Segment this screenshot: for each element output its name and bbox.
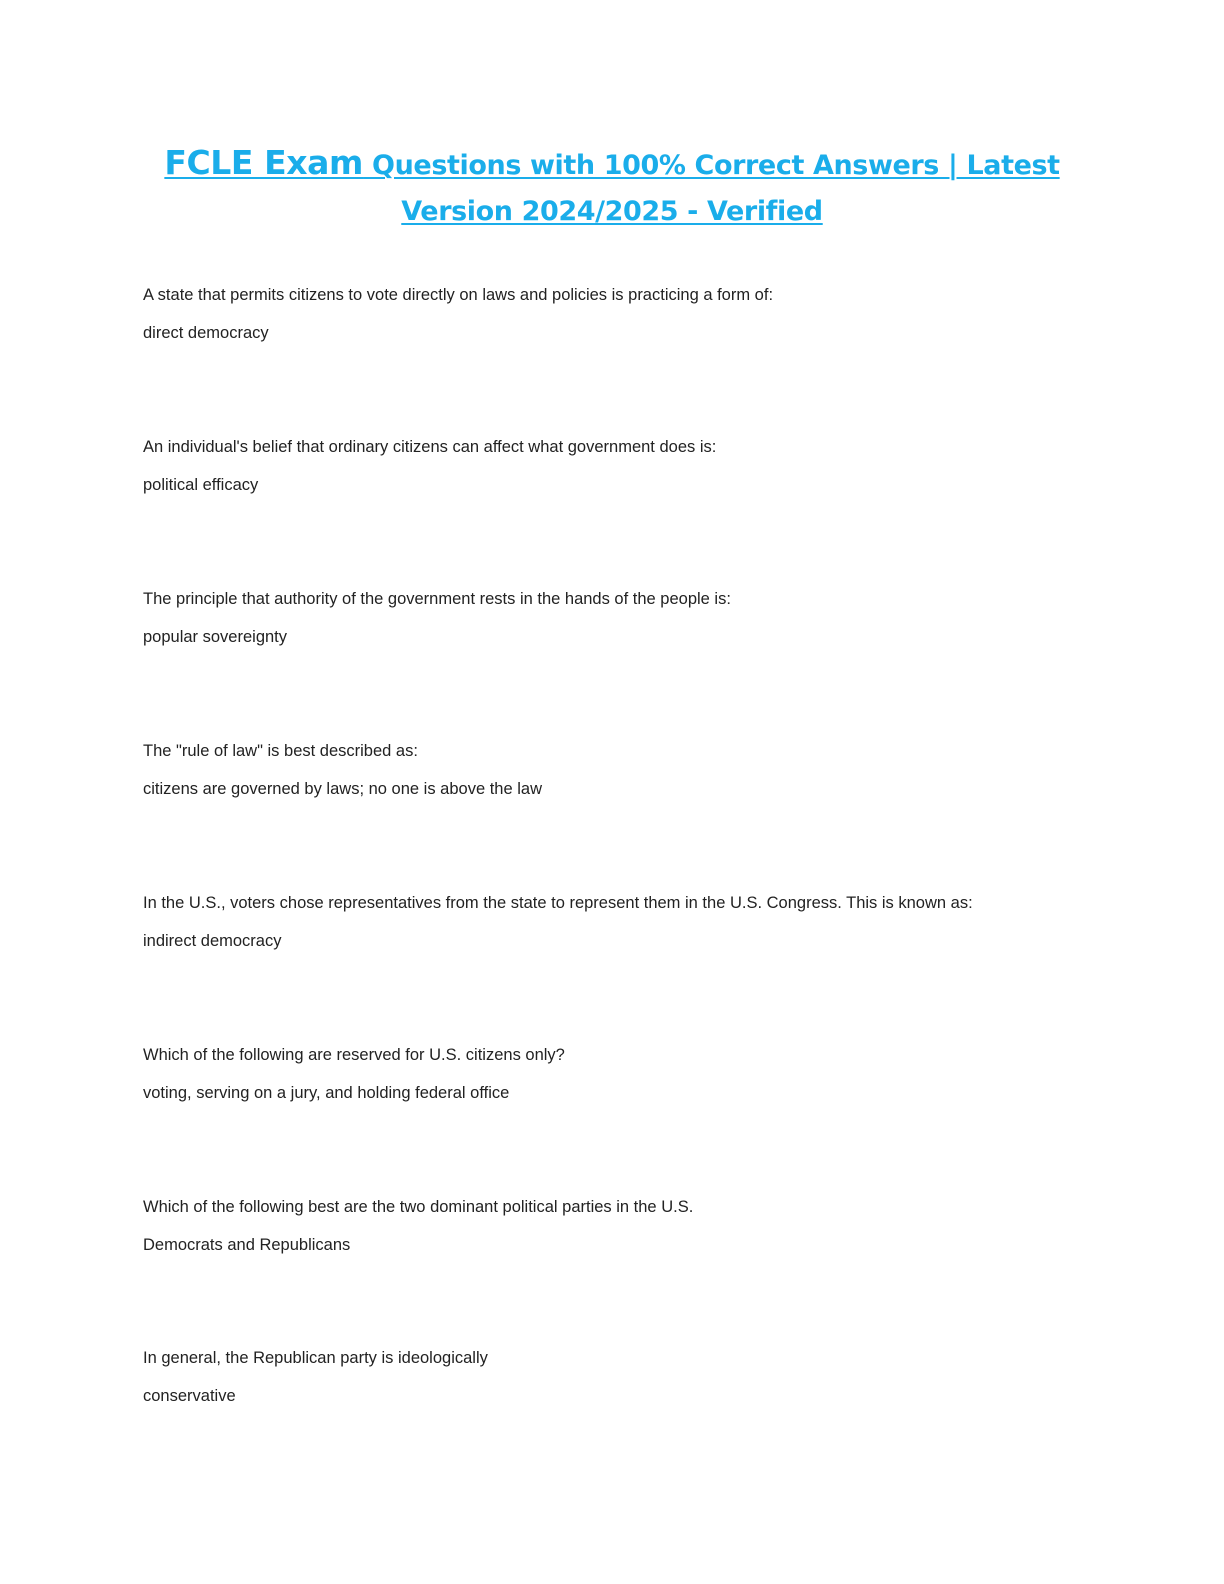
qa-item-6	[143, 1036, 565, 1112]
answer-text: direct democracy	[143, 324, 269, 342]
answer-text: citizens are governed by laws; no one is above the law	[143, 780, 542, 798]
answer-text: political efficacy	[143, 476, 259, 494]
answer-text: voting, serving on a jury, and holding federal office	[143, 1084, 510, 1102]
question-text: The principle that authority of the government rests in the hands of the people is:	[143, 590, 731, 608]
qa-item-5	[143, 884, 973, 960]
answer-text: conservative	[143, 1387, 236, 1405]
question-text: In general, the Republican party is ideologically	[143, 1349, 488, 1367]
question-text: Which of the following are reserved for U.S. citizens only?	[143, 1046, 565, 1064]
answer-text: Democrats and Republicans	[143, 1236, 351, 1254]
answer-text: indirect democracy	[143, 932, 282, 950]
question-text: An individual's belief that ordinary citizens can affect what government does is:	[143, 438, 717, 456]
question-text: The "rule of law" is best described as:	[143, 742, 418, 760]
qa-item-2	[143, 428, 716, 504]
qa-item-1	[143, 276, 773, 352]
qa-item-3	[143, 580, 731, 656]
question-text: Which of the following best are the two dominant political parties in the U.S.	[143, 1198, 694, 1216]
question-text: In the U.S., voters chose representatives from the state to represent them in the U.S. Congress. This is known as:	[143, 894, 973, 912]
title-rest: Questions with 100% Correct Answers | Latest Version 2024/2025 - Verified	[363, 150, 1060, 227]
qa-item-8	[143, 1339, 488, 1415]
answer-text: popular sovereignty	[143, 628, 288, 646]
document-title	[140, 140, 1084, 235]
qa-item-4	[143, 732, 542, 808]
qa-item-7	[143, 1188, 693, 1264]
question-text: A state that permits citizens to vote directly on laws and policies is practicing a form of:	[143, 286, 774, 304]
title-prefix: FCLE Exam	[164, 143, 364, 182]
